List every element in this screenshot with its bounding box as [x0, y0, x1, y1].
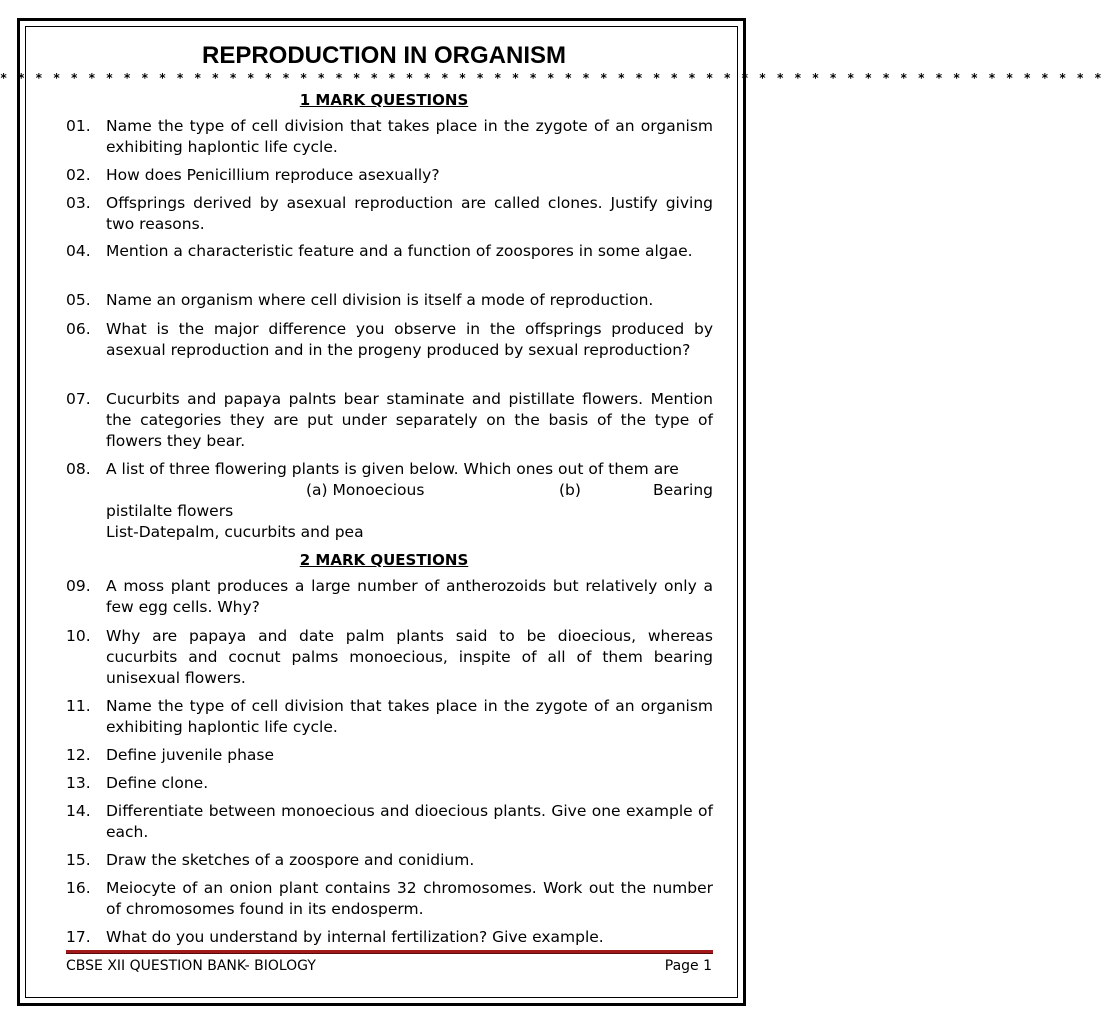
- question-number: 13.: [66, 774, 91, 792]
- question-text: Name an organism where cell division is itself a mode of reproduction.: [106, 291, 654, 309]
- question-number: 06.: [66, 320, 91, 338]
- footer-divider: [66, 950, 713, 954]
- question-number: 16.: [66, 879, 91, 897]
- question-item: [66, 459, 713, 543]
- question-item: [66, 878, 713, 920]
- question-text: A moss plant produces a large number of antherozoids but relatively only a few egg cells. Why?: [106, 577, 713, 616]
- question-item: [66, 576, 713, 618]
- question-item: [66, 290, 713, 311]
- options-row: [106, 480, 713, 501]
- question-item: [66, 801, 713, 843]
- question-number: 14.: [66, 802, 91, 820]
- question-item: [66, 626, 713, 689]
- question-number: 12.: [66, 746, 91, 764]
- option-b: (b): [559, 481, 581, 499]
- question-number: 05.: [66, 291, 91, 309]
- question-item: [66, 165, 713, 186]
- question-number: 07.: [66, 390, 91, 408]
- question-number: 17.: [66, 928, 91, 946]
- question-text: Meiocyte of an onion plant contains 32 chromosomes. Work out the number of chromosomes found in its endosperm.: [106, 879, 713, 918]
- question-number: 11.: [66, 697, 91, 715]
- question-item: [66, 696, 713, 738]
- question-number: 01.: [66, 117, 91, 135]
- question-number: 09.: [66, 577, 91, 595]
- question-item: [66, 389, 713, 452]
- question-text: How does Penicillium reproduce asexually?: [106, 166, 440, 184]
- question-number: 02.: [66, 166, 91, 184]
- question-text: Why are papaya and date palm plants said to be dioecious, whereas cucurbits and cocnut palms monoecious, inspite of all of them bearing unisexual flowers.: [106, 627, 713, 687]
- question-text: What is the major difference you observe in the offsprings produced by asexual reproduction and in the progeny produced by sexual reproduction?: [106, 320, 713, 359]
- question-item: [66, 193, 713, 235]
- plant-list: List-Datepalm, cucurbits and pea: [106, 523, 364, 541]
- question-item: [66, 850, 713, 871]
- question-number: 10.: [66, 627, 91, 645]
- question-text: What do you understand by internal fertilization? Give example.: [106, 928, 604, 946]
- option-b-text: Bearing: [652, 481, 713, 499]
- question-item: [66, 927, 713, 948]
- question-text: Draw the sketches of a zoospore and conidium.: [106, 851, 475, 869]
- question-number: 15.: [66, 851, 91, 869]
- question-number: 03.: [66, 194, 91, 212]
- question-number: 04.: [66, 242, 91, 260]
- question-text: Differentiate between monoecious and dioecious plants. Give one example of each.: [106, 802, 713, 841]
- option-a: (a) Monoecious: [306, 481, 425, 499]
- question-item: [66, 319, 713, 361]
- question-item: [66, 116, 713, 158]
- question-text: A list of three flowering plants is given below. Which ones out of them are: [106, 460, 679, 478]
- page-number: Page 1: [664, 958, 712, 974]
- question-text: Cucurbits and papaya palnts bear staminate and pistillate flowers. Mention the categories they are put under separately on the basis of the type of flowers they bear.: [106, 390, 713, 450]
- option-b-continuation: pistilalte flowers: [106, 502, 234, 520]
- question-text: Mention a characteristic feature and a function of zoospores in some algae.: [106, 242, 693, 260]
- question-text: Name the type of cell division that takes place in the zygote of an organism exhibiting haplontic life cycle.: [106, 697, 713, 736]
- star-divider: * * * * * * * * * * * * * * * * * * * * * * * * * * * * * * * * * * * * * * * * * * * * * * * * * * * * * * * * * * * * * * *: [0, 71, 1103, 85]
- question-number: 08.: [66, 460, 91, 478]
- footer-title: CBSE XII QUESTION BANK- BIOLOGY: [66, 958, 316, 974]
- section-heading-2-mark: 2 MARK QUESTIONS: [299, 551, 469, 569]
- section-heading-1-mark: 1 MARK QUESTIONS: [299, 91, 469, 109]
- question-text: Offsprings derived by asexual reproduction are called clones. Justify giving two reasons.: [106, 194, 713, 233]
- question-text: Name the type of cell division that takes place in the zygote of an organism exhibiting haplontic life cycle.: [106, 117, 713, 156]
- page-title: REPRODUCTION IN ORGANISM: [201, 42, 566, 69]
- question-text: Define clone.: [106, 774, 209, 792]
- question-item: [66, 241, 713, 262]
- question-text: Define juvenile phase: [106, 746, 275, 764]
- question-item: [66, 745, 713, 766]
- question-text-block: [106, 459, 713, 543]
- question-item: [66, 773, 713, 794]
